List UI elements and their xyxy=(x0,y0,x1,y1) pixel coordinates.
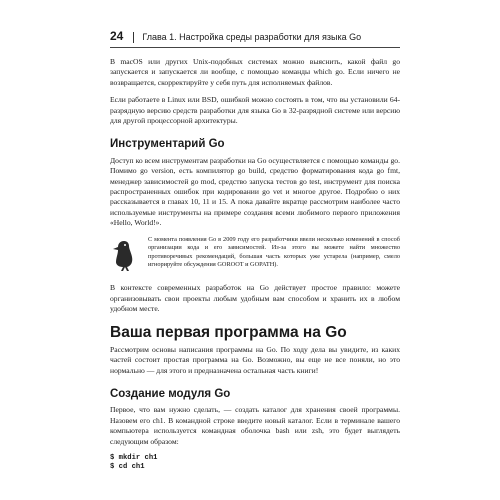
paragraph: В macOS или других Unix-подобных системах можно выяснить, какой файл go запускается и запускается ли вообще, с помощью команды which go. Если ничего не возвращается, скорректируйте у себя путь для исполняемых файлов. xyxy=(110,57,400,87)
page-number: 24 xyxy=(110,29,124,43)
section-heading-create-module: Создание модуля Go xyxy=(110,387,231,400)
bird-icon xyxy=(110,236,138,275)
header-separator xyxy=(133,32,134,43)
header-rule xyxy=(110,47,400,48)
code-line: $ mkdir ch1 xyxy=(110,453,158,462)
running-header xyxy=(110,25,400,43)
note-box xyxy=(110,236,400,275)
code-line: $ cd ch1 xyxy=(110,463,145,472)
paragraph: Рассмотрим основы написания программы на Go. По ходу дела вы увидите, из каких частей состоит простая программа на Go. Возможно, вы еще не все поняли, но это нормально — для этого и предназначена остальная часть книги! xyxy=(110,344,400,375)
page-body xyxy=(110,57,400,473)
note-text: С момента появления Go в 2009 году его разработчики ввели несколько изменений в способ организации кода и его зависимостей. Из-за этого вы можете найти множество противоречивых рекомендаций, большая часть которых уже устарела (например, смело игнорируйте обсуждения GOROOT и GOPATH). xyxy=(148,235,400,268)
section-heading-tools: Инструментарий Go xyxy=(110,138,225,151)
chapter-title: Глава 1. Настройка среды разработки для языка Go xyxy=(142,32,362,42)
section-heading-first-program: Ваша первая программа на Go xyxy=(110,324,347,342)
paragraph: Доступ ко всем инструментам разработки на Go осуществляется с помощью команды go. Помимо go version, есть компилятор go build, средство форматирования кода go fmt, менеджер зависимостей go mod, средство запуска тестов go test, инструмент для поиска распространенных ошибок при кодировании go vet и многое другое. Подробно о них рассказывается в главах 10, 11 и 15. А пока давайте вкратце рассмотрим наиболее часто используемые инструменты на примере создания всеми любимого первого приложения «Hello, World!». xyxy=(110,155,400,228)
paragraph: Если работаете в Linux или BSD, ошибкой можно состоять в том, что вы установили 64-разрядную версию средств разработки для языка Go в 32-разрядной системе или версию для другой процессорной архитектуры. xyxy=(110,95,400,126)
paragraph: В контексте современных разработок на Go действует простое правило: можете организовывать свои проекты любым удобным вам способом и хранить их в любом удобном месте. xyxy=(110,283,400,313)
code-block xyxy=(110,454,400,473)
bird-icon-graphic xyxy=(110,238,138,272)
paragraph: Первое, что вам нужно сделать, — создать каталог для хранения своей программы. Назовем его ch1. В командной строке введите новый каталог. Если в терминале вашего компьютера используется командная оболочка bash или zsh, это будет выглядеть следующим образом: xyxy=(110,405,400,446)
